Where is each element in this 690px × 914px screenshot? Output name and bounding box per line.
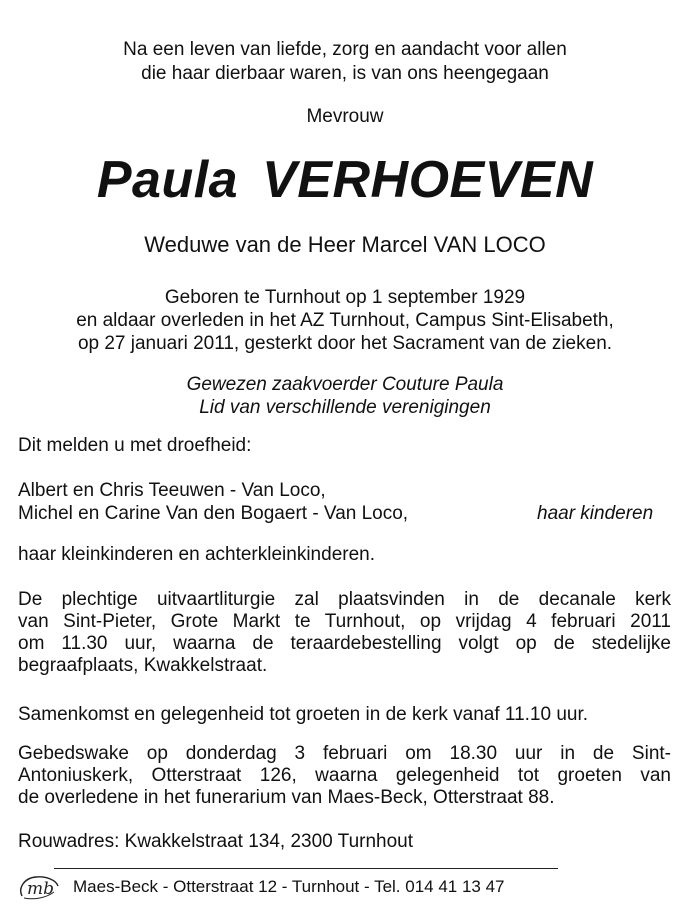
maes-beck-logo <box>16 872 62 902</box>
vigil-line-2: Antoniuskerk, Otterstraat 126, waarna gelegenheid tot groeten van <box>18 765 671 786</box>
salutation: Mevrouw <box>306 106 384 127</box>
funeral-line-1: De plechtige uitvaartliturgie zal plaatsvinden in de decanale kerk <box>18 589 671 610</box>
roles-line-1: Gewezen zaakvoerder Couture Paula <box>186 374 504 395</box>
grandchildren: haar kleinkinderen en achterkleinkinderen. <box>18 544 376 565</box>
funeral-paragraph <box>18 589 671 677</box>
logo-mark-icon <box>16 872 62 902</box>
biography-line-2: en aldaar overleden in het AZ Turnhout, Campus Sint-Elisabeth, <box>76 310 614 331</box>
roles-line-2: Lid van verschillende verenigingen <box>199 397 491 418</box>
announcement: Dit melden u met droefheid: <box>18 435 252 456</box>
last-name: VERHOEVEN <box>262 151 594 209</box>
funeral-line-2: van Sint-Pieter, Grote Markt te Turnhout, op vrijdag 4 februari 2011 <box>18 611 671 632</box>
children-label: haar kinderen <box>537 503 654 524</box>
children-line-1: Albert en Chris Teeuwen - Van Loco, <box>18 480 326 501</box>
funeral-line-4: begraafplaats, Kwakkelstraat. <box>18 655 268 676</box>
first-name: Paula <box>96 151 239 209</box>
widow-of: Weduwe van de Heer Marcel VAN LOCO <box>144 232 546 257</box>
vigil-line-3: de overledene in het funerarium van Maes-Beck, Otterstraat 88. <box>18 787 555 808</box>
funeral-line-3: om 11.30 uur, waarna de teraardebestelling volgt op de stedelijke <box>18 633 671 654</box>
intro-line-1: Na een leven van liefde, zorg en aandacht voor allen <box>123 39 567 60</box>
mourning-address: Rouwadres: Kwakkelstraat 134, 2300 Turnhout <box>18 831 414 852</box>
gathering: Samenkomst en gelegenheid tot groeten in de kerk vanaf 11.10 uur. <box>18 704 589 725</box>
intro-line-2: die haar dierbaar waren, is van ons heengegaan <box>141 63 549 84</box>
biography-line-3: op 27 januari 2011, gesterkt door het Sacrament van de zieken. <box>77 333 613 354</box>
vigil-line-1: Gebedswake op donderdag 3 februari om 18.30 uur in de Sint- <box>18 743 671 764</box>
deceased-name <box>0 150 690 210</box>
children-line-2: Michel en Carine Van den Bogaert - Van Loco, <box>18 503 409 524</box>
footer-divider <box>54 868 558 869</box>
vigil-paragraph <box>18 743 671 809</box>
logo-text: mb <box>27 879 55 899</box>
footer-text: Maes-Beck - Otterstraat 12 - Turnhout - Tel. 014 41 13 47 <box>73 877 505 896</box>
biography-line-1: Geboren te Turnhout op 1 september 1929 <box>164 287 526 308</box>
